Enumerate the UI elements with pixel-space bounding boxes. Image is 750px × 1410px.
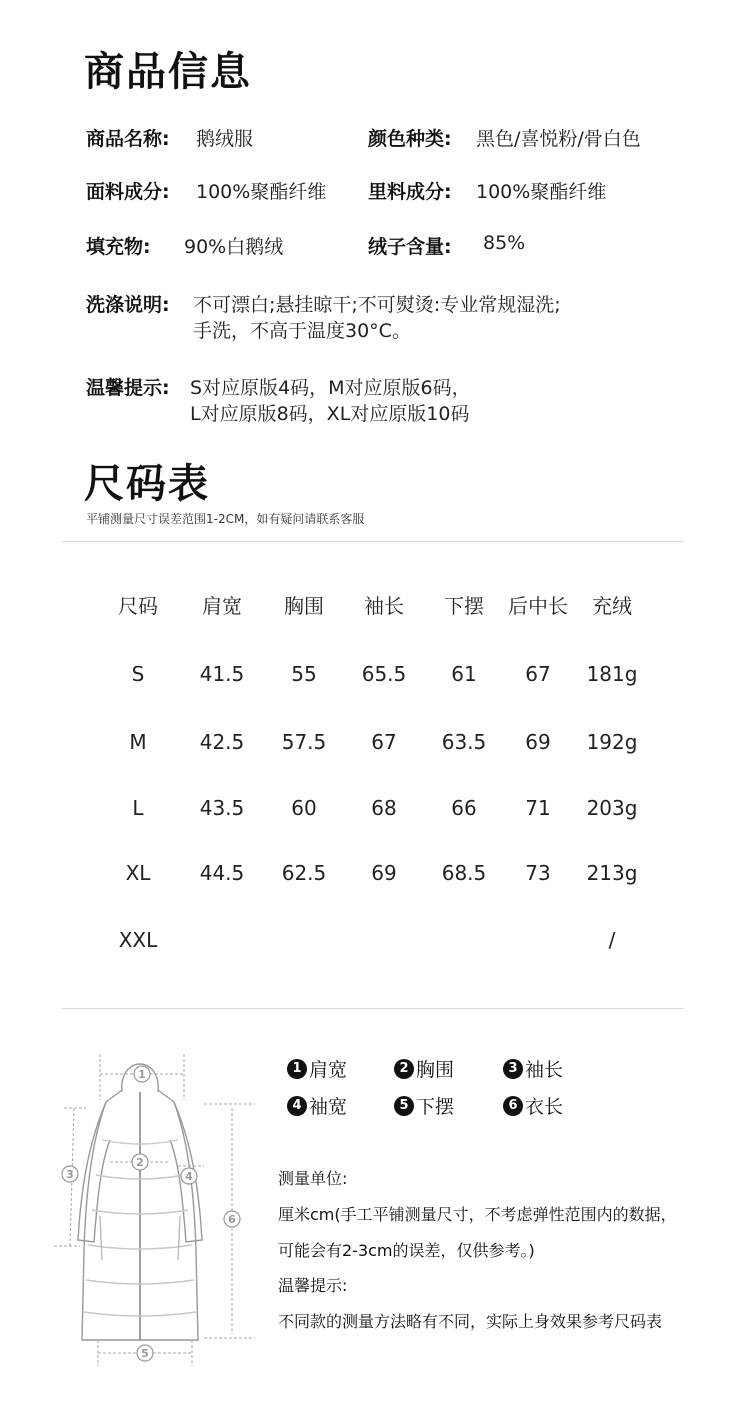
size-table-cell: 65.5 bbox=[361, 662, 407, 686]
size-header-cell: 肩宽 bbox=[202, 594, 242, 618]
name-value: 鹅绒服 bbox=[196, 128, 254, 150]
size-table-cell: 63.5 bbox=[441, 730, 487, 754]
size-table-cell: 192g bbox=[586, 730, 638, 754]
product-info-heading: 商品信息 bbox=[84, 49, 252, 95]
size-chart-subtitle: 平铺测量尺寸误差范围1-2CM，如有疑问请联系客服 bbox=[86, 512, 365, 526]
legend-label: 下摆 bbox=[416, 1096, 455, 1118]
marker-1: 1 bbox=[138, 1068, 146, 1081]
fabric-label: 面料成分: bbox=[86, 181, 170, 203]
legend-item bbox=[287, 1055, 347, 1082]
size-header-cell: 充绒 bbox=[592, 594, 632, 618]
color-label: 颜色种类: bbox=[368, 128, 452, 150]
legend-label: 胸围 bbox=[416, 1059, 455, 1081]
legend-label: 衣长 bbox=[525, 1096, 564, 1118]
coat-measurement-diagram bbox=[40, 1040, 260, 1375]
measure-tip-text: 不同款的测量方法略有不同，实际上身效果参考尺码表 bbox=[278, 1312, 663, 1331]
size-table-cell: / bbox=[608, 928, 616, 952]
color-value: 黑色/喜悦粉/骨白色 bbox=[476, 128, 641, 150]
marker-4: 4 bbox=[185, 1170, 193, 1183]
legend-item bbox=[503, 1055, 563, 1082]
legend-number-badge: 2 bbox=[394, 1059, 414, 1079]
size-table-cell: 68 bbox=[371, 796, 397, 820]
size-table-cell: 41.5 bbox=[199, 662, 245, 686]
fabric-value: 100%聚酯纤维 bbox=[196, 181, 327, 203]
legend-number-badge: 5 bbox=[394, 1096, 414, 1116]
size-table-cell: 181g bbox=[586, 662, 638, 686]
legend-item bbox=[503, 1092, 563, 1119]
marker-5: 5 bbox=[141, 1347, 149, 1360]
size-chart-heading: 尺码表 bbox=[84, 461, 210, 507]
size-row-label: S bbox=[131, 662, 145, 686]
size-table-cell: 44.5 bbox=[199, 861, 245, 885]
legend-item bbox=[394, 1092, 454, 1119]
size-row-label: XXL bbox=[118, 928, 158, 952]
down-content-label: 绒子含量: bbox=[368, 236, 452, 258]
marker-3: 3 bbox=[66, 1168, 74, 1181]
wash-line-2: 手洗，不高于温度30°C。 bbox=[193, 320, 411, 342]
coat-left-sleeve bbox=[78, 1102, 110, 1242]
tip-label: 温馨提示: bbox=[86, 377, 170, 399]
legend-item bbox=[287, 1092, 347, 1119]
size-table-cell: 60 bbox=[291, 796, 317, 820]
size-row-label: XL bbox=[125, 861, 151, 885]
size-table-cell: 57.5 bbox=[281, 730, 327, 754]
measure-tip-title: 温馨提示: bbox=[278, 1276, 348, 1295]
size-header-cell: 后中长 bbox=[508, 594, 568, 618]
size-table-cell: 73 bbox=[525, 861, 551, 885]
size-table-cell: 69 bbox=[525, 730, 551, 754]
size-header-cell: 袖长 bbox=[364, 594, 404, 618]
legend-label: 袖长 bbox=[525, 1059, 564, 1081]
size-table-cell: 203g bbox=[586, 796, 638, 820]
size-table-cell: 62.5 bbox=[281, 861, 327, 885]
down-content-value: 85% bbox=[483, 232, 526, 254]
lining-label: 里料成分: bbox=[368, 181, 452, 203]
size-row-label: L bbox=[132, 796, 144, 820]
size-table-cell: 68.5 bbox=[441, 861, 487, 885]
legend-number-badge: 1 bbox=[287, 1059, 307, 1079]
lining-value: 100%聚酯纤维 bbox=[476, 181, 607, 203]
unit-line-1: 厘米cm(手工平铺测量尺寸，不考虑弹性范围内的数据， bbox=[278, 1205, 677, 1224]
marker-2: 2 bbox=[136, 1156, 144, 1169]
legend-label: 肩宽 bbox=[309, 1059, 348, 1081]
size-header-cell: 尺码 bbox=[118, 594, 158, 618]
unit-line-2: 可能会有2-3cm的误差，仅供参考。) bbox=[278, 1241, 535, 1260]
size-table-cell: 43.5 bbox=[199, 796, 245, 820]
divider-top bbox=[62, 541, 684, 542]
divider-bottom bbox=[62, 1008, 684, 1009]
filling-label: 填充物: bbox=[86, 236, 151, 258]
legend-label: 袖宽 bbox=[309, 1096, 348, 1118]
size-table-cell: 61 bbox=[451, 662, 477, 686]
filling-value: 90%白鹅绒 bbox=[184, 236, 284, 258]
size-table-cell: 71 bbox=[525, 796, 551, 820]
name-label: 商品名称: bbox=[86, 128, 170, 150]
wash-line-1: 不可漂白;悬挂晾干;不可熨烫:专业常规湿洗; bbox=[193, 294, 561, 316]
size-table-cell: 69 bbox=[371, 861, 397, 885]
size-table-cell: 42.5 bbox=[199, 730, 245, 754]
wash-label: 洗涤说明: bbox=[86, 294, 170, 316]
unit-title: 测量单位: bbox=[278, 1169, 348, 1188]
legend-item bbox=[394, 1055, 454, 1082]
size-header-cell: 下摆 bbox=[444, 594, 484, 618]
size-table-cell: 213g bbox=[586, 861, 638, 885]
legend-number-badge: 4 bbox=[287, 1096, 307, 1116]
size-header-cell: 胸围 bbox=[284, 594, 324, 618]
legend-number-badge: 3 bbox=[503, 1059, 523, 1079]
size-row-label: M bbox=[129, 730, 147, 754]
tip-line-2: L对应原版8码，XL对应原版10码 bbox=[190, 403, 470, 425]
size-table-cell: 66 bbox=[451, 796, 477, 820]
legend-number-badge: 6 bbox=[503, 1096, 523, 1116]
size-table-cell: 55 bbox=[291, 662, 317, 686]
marker-6: 6 bbox=[228, 1213, 236, 1226]
size-table-cell: 67 bbox=[525, 662, 551, 686]
size-table-cell: 67 bbox=[371, 730, 397, 754]
tip-line-1: S对应原版4码，M对应原版6码， bbox=[190, 377, 471, 399]
